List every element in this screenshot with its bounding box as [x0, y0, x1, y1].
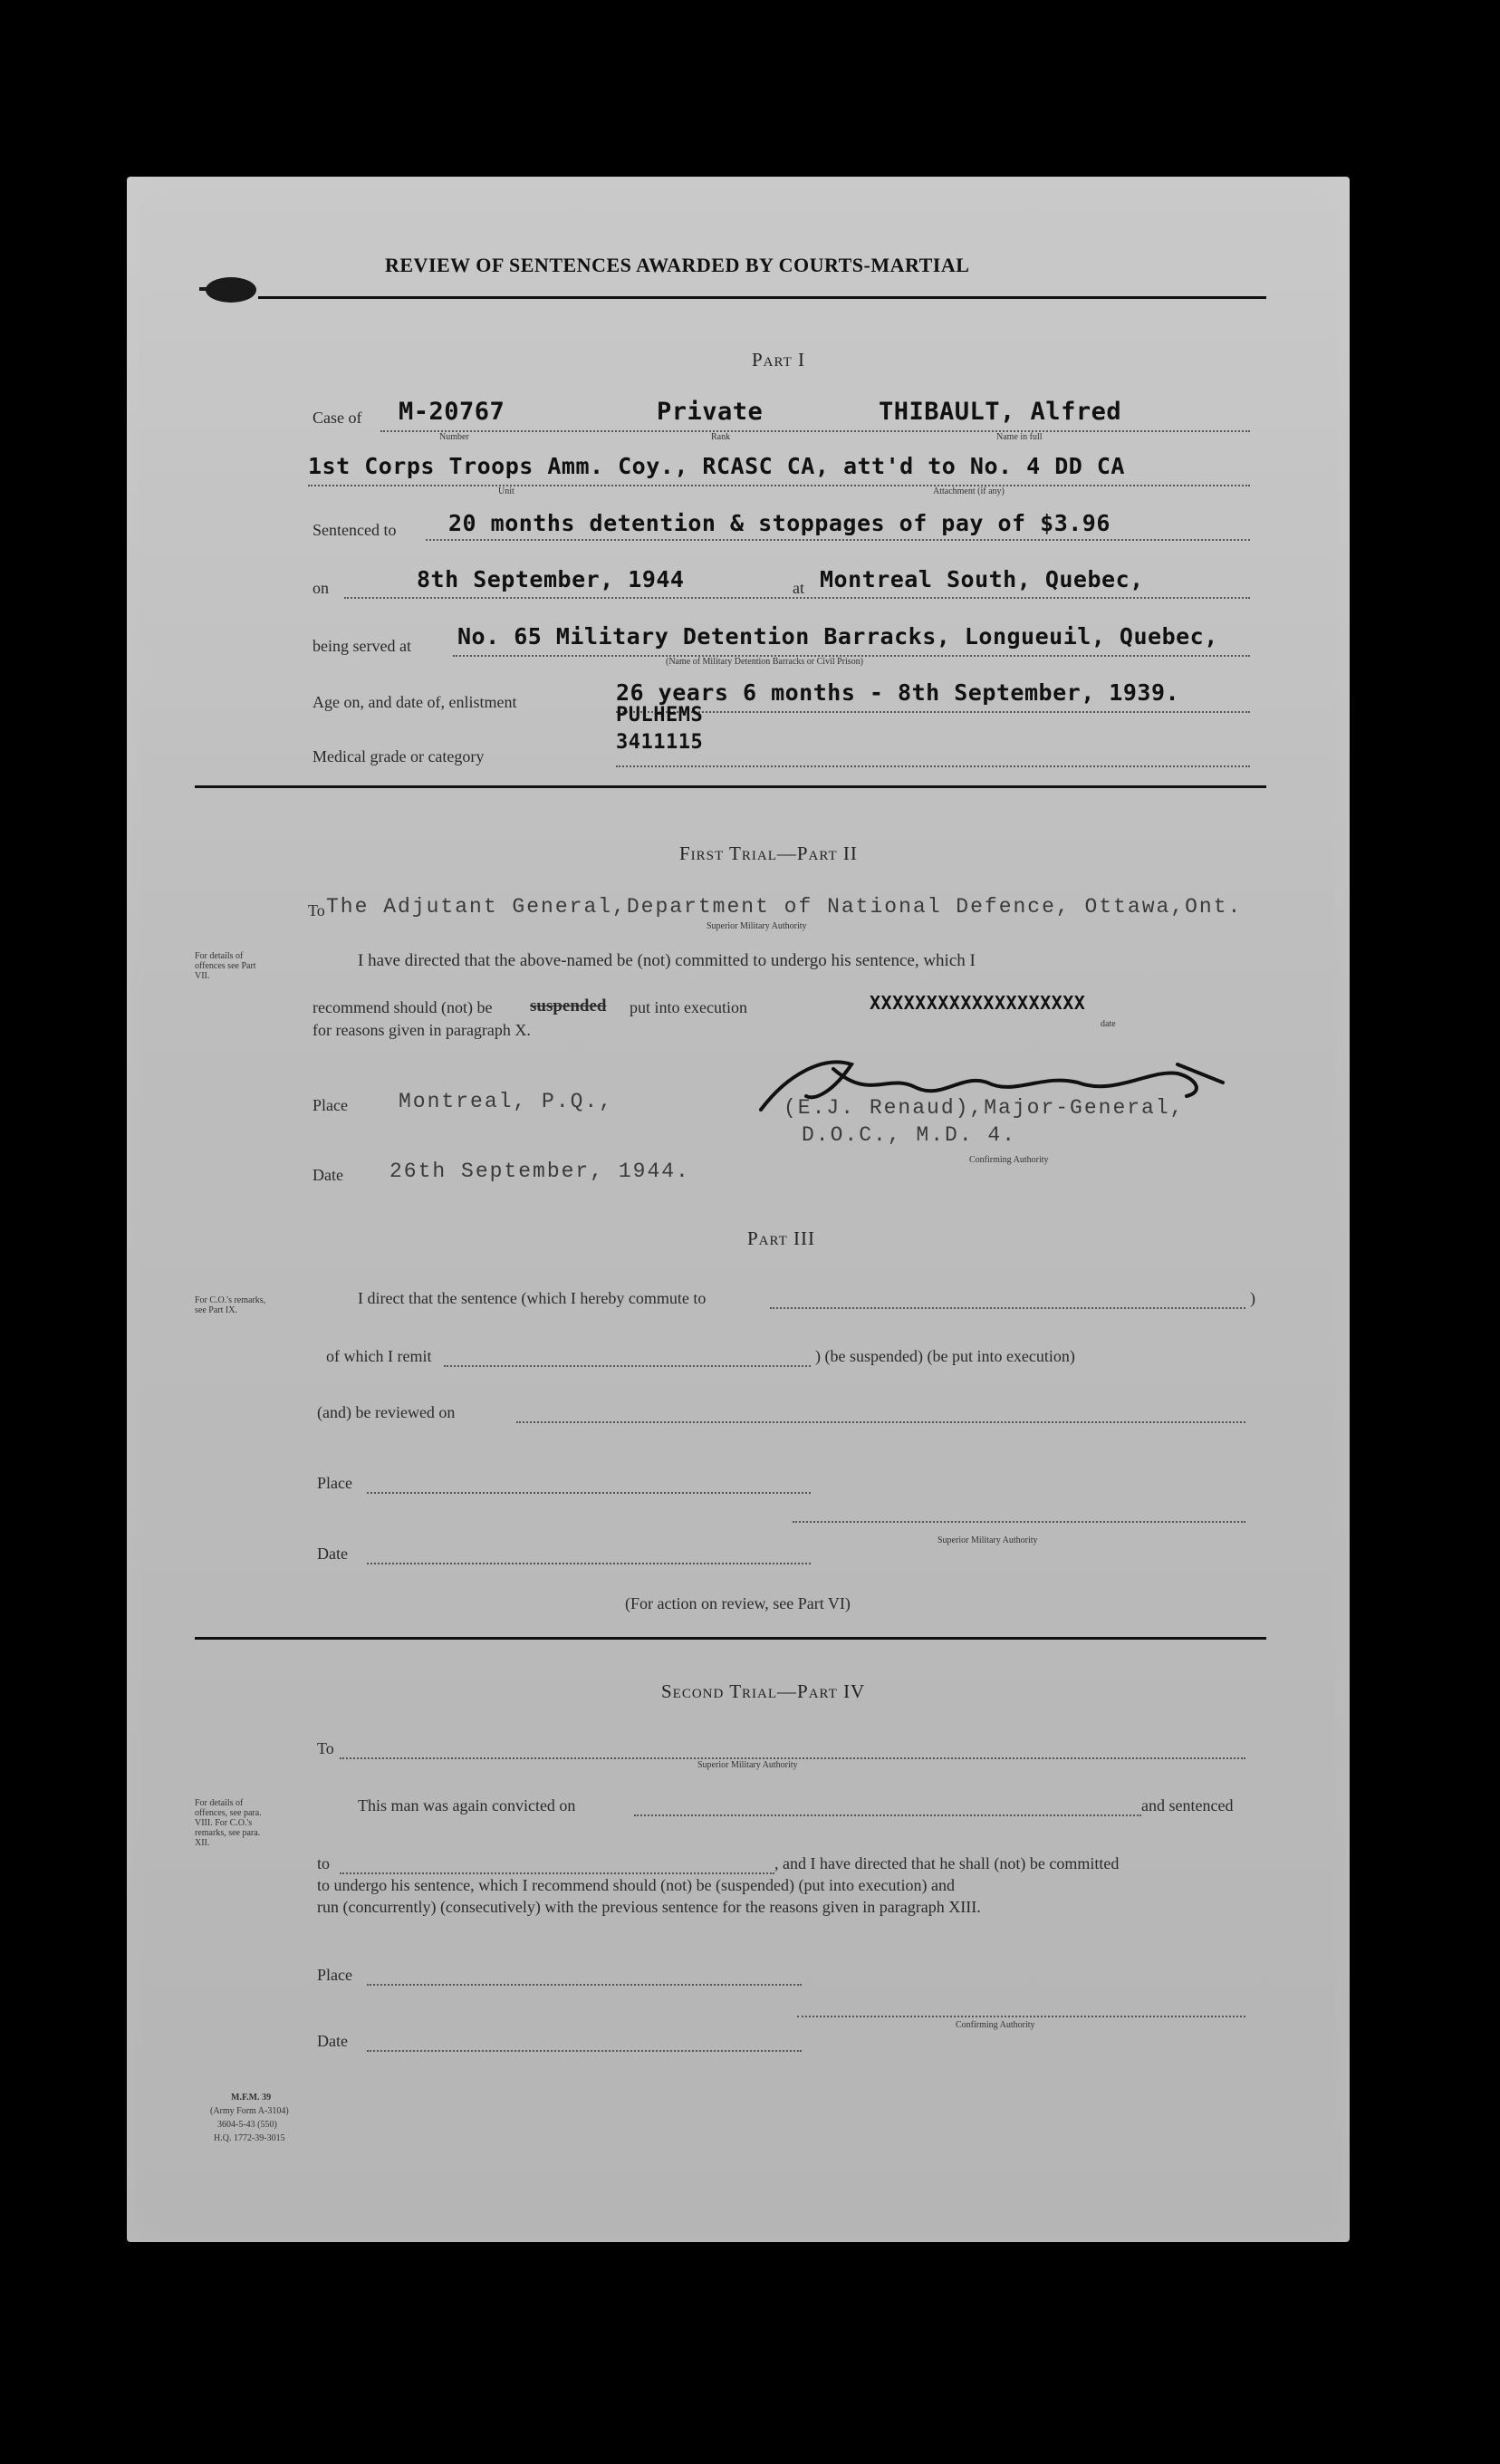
sentence-place: Montreal South, Quebec,	[820, 566, 1144, 592]
part3-rule	[195, 1637, 1266, 1640]
form-line-4: H.Q. 1772-39-3015	[214, 2133, 285, 2143]
part2-signatory-2: D.O.C., M.D. 4.	[802, 1123, 1017, 1147]
part4-place-label: Place	[317, 1966, 352, 1984]
part2-line2-struck: suspended	[530, 996, 607, 1015]
part2-heading: First Trial—Part II	[679, 842, 858, 864]
part2-place-label: Place	[312, 1096, 348, 1114]
attachment-caption: Attachment (if any)	[933, 486, 1005, 496]
part2-line2-x: XXXXXXXXXXXXXXXXXXX	[870, 992, 1086, 1014]
part2-signatory-caption: Confirming Authority	[969, 1155, 1049, 1165]
medical-grade-line1: PULHEMS	[616, 704, 704, 727]
part4-heading: Second Trial—Part IV	[661, 1680, 866, 1702]
name-value: THIBAULT, Alfred	[879, 398, 1122, 426]
medical-label: Medical grade or category	[312, 747, 485, 765]
part3-place-label: Place	[317, 1474, 352, 1492]
part3-line1-end: )	[1250, 1289, 1255, 1307]
part2-to-caption: Superior Military Authority	[707, 921, 807, 931]
form-line-2: (Army Form A-3104)	[210, 2106, 289, 2116]
part2-line1: I have directed that the above-named be (not) committed to undergo his sentence, which I	[358, 951, 976, 970]
stamp-mark	[199, 267, 263, 313]
part4-to-label: To	[317, 1739, 334, 1757]
part4-line2-a: to	[317, 1854, 331, 1872]
form-line-3: 3604-5-43 (550)	[217, 2120, 277, 2130]
part1-heading: Part I	[752, 349, 806, 371]
medical-grade-line2: 3411115	[616, 731, 704, 754]
part2-to-label: To	[308, 901, 325, 919]
served-label: being served at	[312, 637, 411, 655]
part4-line3: to undergo his sentence, which I recommend should (not) be (suspended) (put into execution) and	[317, 1876, 955, 1894]
age-label: Age on, and date of, enlistment	[312, 693, 517, 711]
part4-line4: run (concurrently) (consecutively) with the previous sentence for the reasons given in paragraph XIII.	[317, 1898, 981, 1916]
rank-caption: Rank	[711, 432, 731, 442]
document-title: REVIEW OF SENTENCES AWARDED BY COURTS-MARTIAL	[385, 254, 970, 276]
part4-date-label: Date	[317, 2032, 348, 2050]
part3-margin-note: For C.O.'s remarks, see Part IX.	[195, 1295, 266, 1315]
part2-line3: for reasons given in paragraph X.	[312, 1021, 531, 1039]
at-label: at	[793, 579, 804, 597]
part2-place-value: Montreal, P.Q.,	[399, 1090, 614, 1113]
part3-heading: Part III	[747, 1227, 816, 1249]
rank-value: Private	[657, 398, 764, 426]
part4-line1-a: This man was again convicted on	[358, 1796, 576, 1814]
document-page	[127, 177, 1350, 2242]
on-label: on	[312, 579, 329, 597]
unit-value: 1st Corps Troops Amm. Coy., RCASC CA, att'd to No. 4 DD CA	[308, 453, 1125, 479]
part2-date-label: Date	[312, 1166, 343, 1184]
case-label: Case of	[312, 409, 362, 427]
part2-line2-b: put into execution	[630, 998, 747, 1016]
part4-line1-b: and sentenced	[1141, 1796, 1234, 1814]
sentenced-label: Sentenced to	[312, 521, 397, 539]
part2-signatory: (E.J. Renaud),Major-General,	[784, 1096, 1185, 1120]
part4-margin-note: For details of offences, see para. VIII. For C.O.'s remarks, see para. XII.	[195, 1798, 262, 1848]
part4-to-caption: Superior Military Authority	[697, 1760, 798, 1770]
age-value: 26 years 6 months - 8th September, 1939.	[616, 679, 1180, 706]
part3-footer: (For action on review, see Part VI)	[625, 1594, 851, 1612]
part3-line1: I direct that the sentence (which I hereby commute to	[358, 1289, 707, 1307]
part2-date-caption: date	[1101, 1019, 1116, 1029]
header-rule	[258, 296, 1266, 299]
part3-authority-caption: Superior Military Authority	[938, 1535, 1038, 1545]
part3-line2-a: of which I remit	[326, 1347, 432, 1365]
part2-line2-a: recommend should (not) be	[312, 998, 493, 1016]
sentence-date: 8th September, 1944	[417, 566, 685, 592]
sentence-value: 20 months detention & stoppages of pay of $3.96	[448, 510, 1111, 536]
name-caption: Name in full	[996, 432, 1043, 442]
served-caption: (Name of Military Detention Barracks or Civil Prison)	[666, 657, 864, 667]
part2-to-value: The Adjutant General,Department of National Defence, Ottawa,Ont.	[326, 895, 1243, 919]
part2-margin-note: For details of offences see Part VII.	[195, 951, 256, 981]
part1-rule	[195, 785, 1266, 788]
part3-date-label: Date	[317, 1545, 348, 1563]
service-number: M-20767	[399, 398, 505, 426]
unit-caption: Unit	[498, 486, 514, 496]
part4-authority-caption: Confirming Authority	[956, 2020, 1035, 2030]
served-at-value: No. 65 Military Detention Barracks, Longueuil, Quebec,	[457, 623, 1218, 650]
part3-line3: (and) be reviewed on	[317, 1403, 456, 1421]
part4-line2-b: , and I have directed that he shall (not) be committed	[774, 1854, 1120, 1872]
number-caption: Number	[439, 432, 469, 442]
part3-line2-b: ) (be suspended) (be put into execution)	[815, 1347, 1075, 1365]
form-line-1: M.F.M. 39	[231, 2093, 272, 2103]
part2-date-value: 26th September, 1944.	[389, 1160, 690, 1183]
